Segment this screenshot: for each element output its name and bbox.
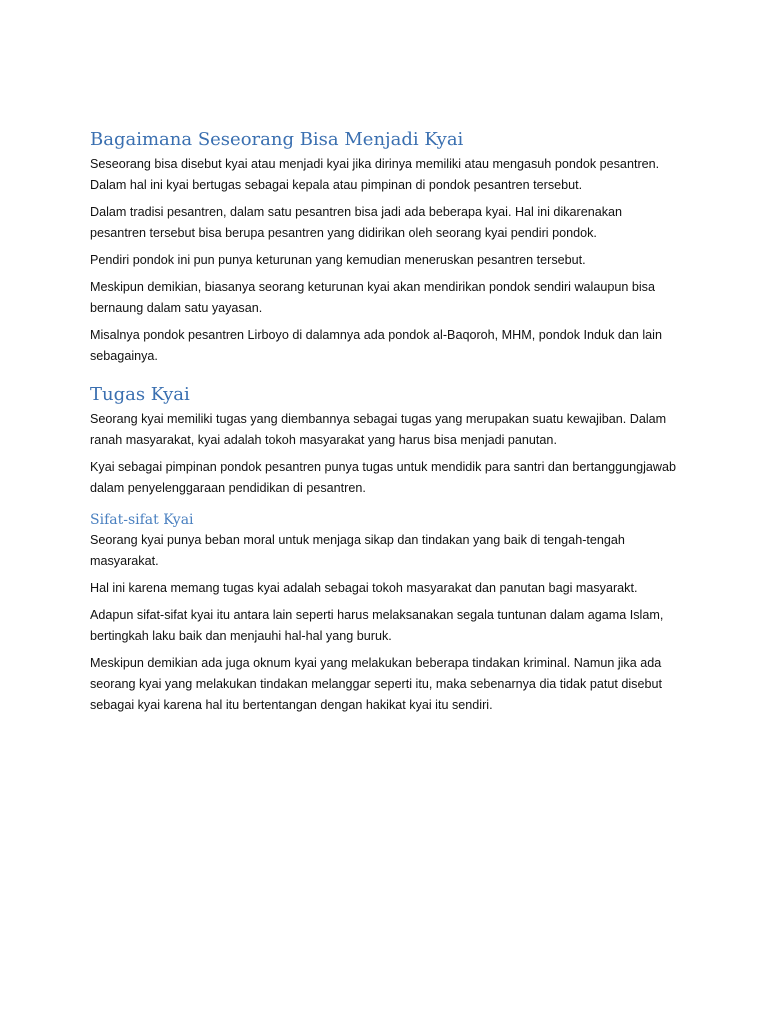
paragraph: Hal ini karena memang tugas kyai adalah sebagai tokoh masyarakat dan panutan bagi masyarakt. [90, 581, 638, 595]
paragraph: Kyai sebagai pimpinan pondok pesantren punya tugas untuk mendidik para santri dan bertanggungjawab dalam penyelenggaraan pendidikan di pesantren. [90, 460, 677, 495]
section-menjadi-kyai [90, 128, 680, 367]
heading-tugas-kyai: Tugas Kyai [90, 384, 190, 405]
paragraph: Meskipun demikian ada juga oknum kyai yang melakukan beberapa tindakan kriminal. Namun jika ada seorang kyai yang melakukan tindakan melanggar seperti itu, maka sebenarnya dia tidak patut disebut sebagai kyai karena hal itu bertentangan dengan hakikat kyai itu sendiri. [90, 656, 662, 712]
section-tugas-kyai [90, 383, 680, 499]
paragraph: Seorang kyai memiliki tugas yang diembannya sebagai tugas yang merupakan suatu kewajiban. Dalam ranah masyarakat, kyai adalah tokoh masyarakat yang harus bisa menjadi panutan. [90, 412, 667, 447]
paragraph: Misalnya pondok pesantren Lirboyo di dalamnya ada pondok al-Baqoroh, MHM, pondok Induk dan lain sebagainya. [90, 328, 662, 363]
heading-menjadi-kyai: Bagaimana Seseorang Bisa Menjadi Kyai [90, 129, 464, 150]
heading-sifat-kyai: Sifat-sifat Kyai [90, 512, 194, 528]
paragraph: Adapun sifat-sifat kyai itu antara lain seperti harus melaksanakan segala tuntunan dalam agama Islam, bertingkah laku baik dan menjauhi hal-hal yang buruk. [90, 608, 664, 643]
paragraph: Dalam tradisi pesantren, dalam satu pesantren bisa jadi ada beberapa kyai. Hal ini dikarenakan pesantren tersebut bisa berupa pesantren yang didirikan oleh seorang kyai pendiri pondok. [90, 205, 623, 240]
paragraph: Meskipun demikian, biasanya seorang keturunan kyai akan mendirikan pondok sendiri walaupun bisa bernaung dalam satu yayasan. [90, 280, 655, 315]
section-sifat-kyai [90, 511, 680, 716]
paragraph: Seorang kyai punya beban moral untuk menjaga sikap dan tindakan yang baik di tengah-tengah masyarakat. [90, 533, 625, 568]
paragraph: Pendiri pondok ini pun punya keturunan yang kemudian meneruskan pesantren tersebut. [90, 253, 586, 267]
paragraph: Seseorang bisa disebut kyai atau menjadi kyai jika dirinya memiliki atau mengasuh pondok pesantren. Dalam hal ini kyai bertugas sebagai kepala atau pimpinan di pondok pesantren tersebut. [90, 157, 660, 192]
document-page [90, 128, 680, 722]
